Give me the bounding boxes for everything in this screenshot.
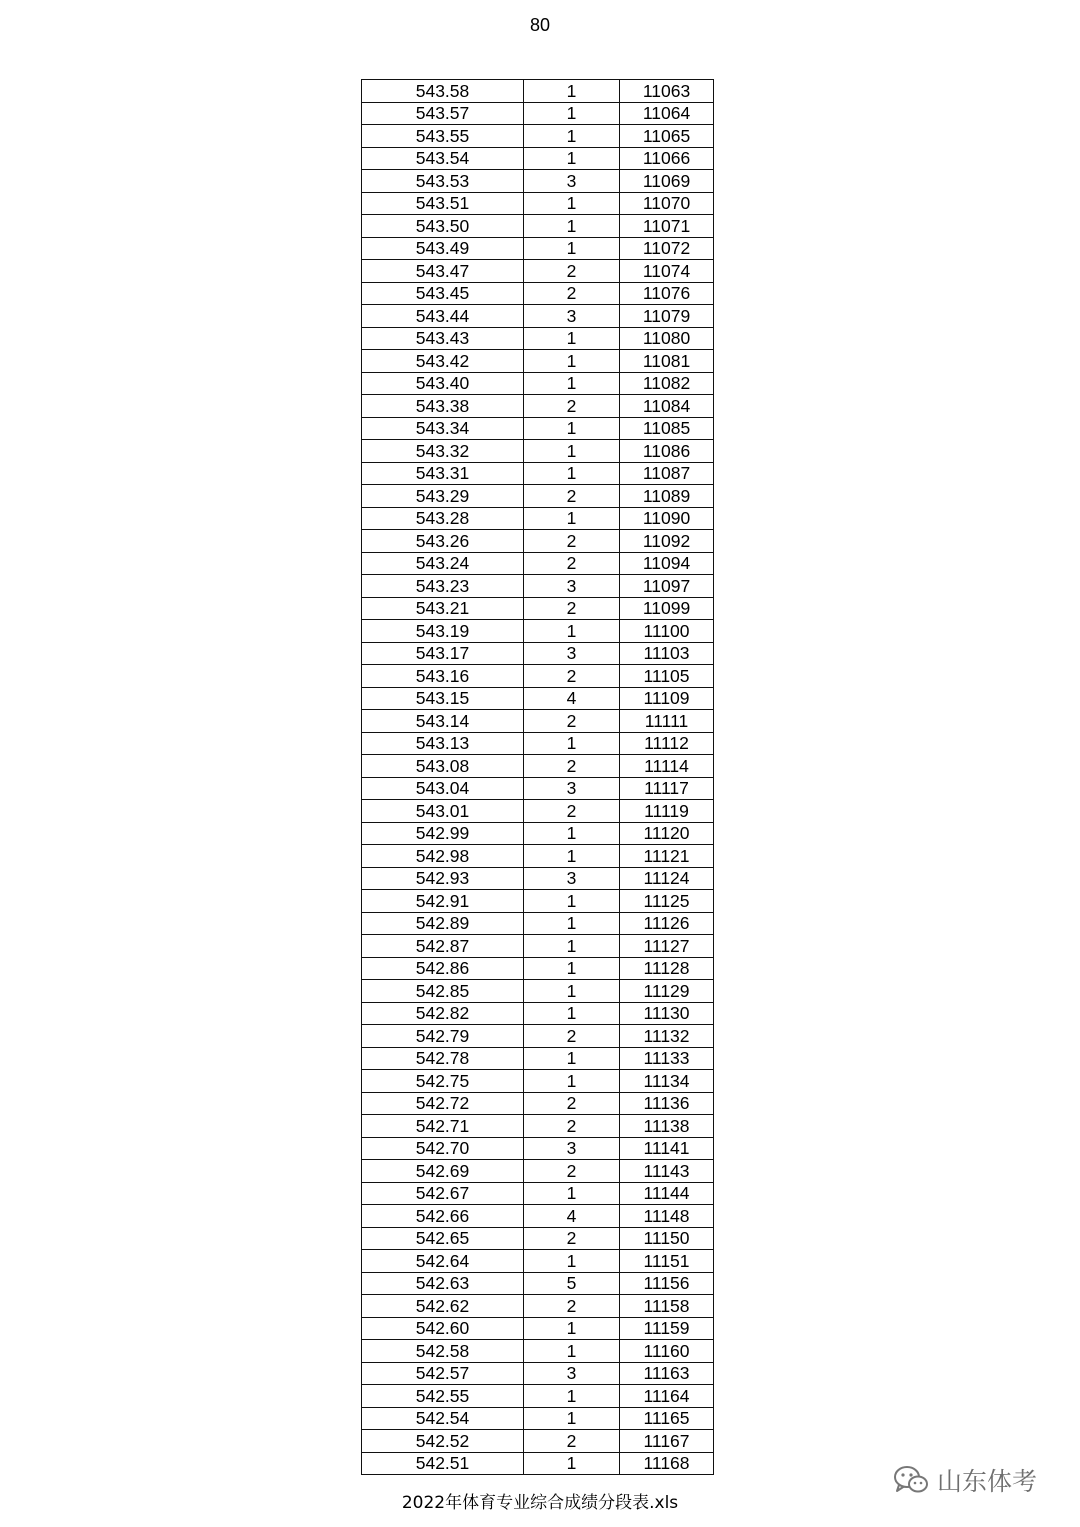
cumulative-cell: 11074 <box>620 260 714 283</box>
count-cell: 1 <box>524 417 620 440</box>
cumulative-cell: 11150 <box>620 1227 714 1250</box>
table-row <box>362 327 714 350</box>
count-cell: 1 <box>524 215 620 238</box>
cumulative-cell: 11092 <box>620 530 714 553</box>
cumulative-cell: 11124 <box>620 867 714 890</box>
cumulative-cell: 11109 <box>620 687 714 710</box>
count-cell: 1 <box>524 147 620 170</box>
count-cell: 1 <box>524 1250 620 1273</box>
footer-title: 2022年体育专业综合成绩分段表.xls <box>401 1493 679 1513</box>
count-cell: 1 <box>524 237 620 260</box>
cumulative-cell: 11103 <box>620 642 714 665</box>
cumulative-cell: 11143 <box>620 1160 714 1183</box>
table-row <box>362 980 714 1003</box>
table-row <box>362 777 714 800</box>
score-cell: 543.31 <box>362 462 524 485</box>
count-cell: 1 <box>524 1407 620 1430</box>
table-row <box>362 845 714 868</box>
score-cell: 543.17 <box>362 642 524 665</box>
cumulative-cell: 11167 <box>620 1430 714 1453</box>
score-cell: 543.08 <box>362 755 524 778</box>
table-row <box>362 575 714 598</box>
cumulative-cell: 11080 <box>620 327 714 350</box>
cumulative-cell: 11117 <box>620 777 714 800</box>
cumulative-cell: 11163 <box>620 1362 714 1385</box>
table-row <box>362 237 714 260</box>
score-cell: 542.93 <box>362 867 524 890</box>
watermark-text: 山东体考 <box>937 1467 1038 1496</box>
count-cell: 1 <box>524 192 620 215</box>
cumulative-cell: 11072 <box>620 237 714 260</box>
table-row <box>362 732 714 755</box>
score-cell: 543.14 <box>362 710 524 733</box>
score-cell: 542.89 <box>362 912 524 935</box>
table-row <box>362 462 714 485</box>
count-cell: 2 <box>524 710 620 733</box>
score-cell: 542.51 <box>362 1452 524 1475</box>
table-row <box>362 642 714 665</box>
table-row <box>362 822 714 845</box>
count-cell: 1 <box>524 732 620 755</box>
table-row <box>362 800 714 823</box>
cumulative-cell: 11120 <box>620 822 714 845</box>
count-cell: 1 <box>524 102 620 125</box>
cumulative-cell: 11064 <box>620 102 714 125</box>
cumulative-cell: 11158 <box>620 1295 714 1318</box>
score-cell: 543.58 <box>362 80 524 103</box>
score-cell: 543.38 <box>362 395 524 418</box>
table-row <box>362 687 714 710</box>
count-cell: 1 <box>524 822 620 845</box>
score-cell: 543.15 <box>362 687 524 710</box>
table-row <box>362 1092 714 1115</box>
score-cell: 543.29 <box>362 485 524 508</box>
cumulative-cell: 11105 <box>620 665 714 688</box>
cumulative-cell: 11165 <box>620 1407 714 1430</box>
count-cell: 2 <box>524 597 620 620</box>
table-row <box>362 1340 714 1363</box>
count-cell: 1 <box>524 372 620 395</box>
score-cell: 543.53 <box>362 170 524 193</box>
count-cell: 1 <box>524 350 620 373</box>
count-cell: 2 <box>524 485 620 508</box>
cumulative-cell: 11082 <box>620 372 714 395</box>
table-row <box>362 1070 714 1093</box>
score-cell: 543.16 <box>362 665 524 688</box>
cumulative-cell: 11063 <box>620 80 714 103</box>
table-row <box>362 1250 714 1273</box>
table-row <box>362 552 714 575</box>
score-cell: 543.54 <box>362 147 524 170</box>
cumulative-cell: 11159 <box>620 1317 714 1340</box>
score-cell: 542.86 <box>362 957 524 980</box>
cumulative-cell: 11138 <box>620 1115 714 1138</box>
count-cell: 1 <box>524 957 620 980</box>
score-cell: 542.85 <box>362 980 524 1003</box>
score-cell: 542.98 <box>362 845 524 868</box>
score-cell: 543.45 <box>362 282 524 305</box>
count-cell: 2 <box>524 260 620 283</box>
count-cell: 2 <box>524 530 620 553</box>
table-row <box>362 80 714 103</box>
count-cell: 2 <box>524 800 620 823</box>
count-cell: 2 <box>524 1430 620 1453</box>
table-row <box>362 1317 714 1340</box>
score-cell: 542.64 <box>362 1250 524 1273</box>
count-cell: 1 <box>524 462 620 485</box>
score-cell: 542.52 <box>362 1430 524 1453</box>
cumulative-cell: 11094 <box>620 552 714 575</box>
cumulative-cell: 11148 <box>620 1205 714 1228</box>
cumulative-cell: 11084 <box>620 395 714 418</box>
cumulative-cell: 11112 <box>620 732 714 755</box>
score-cell: 543.40 <box>362 372 524 395</box>
table-row <box>362 1272 714 1295</box>
cumulative-cell: 11129 <box>620 980 714 1003</box>
count-cell: 1 <box>524 912 620 935</box>
cumulative-cell: 11134 <box>620 1070 714 1093</box>
score-cell: 543.26 <box>362 530 524 553</box>
table-row <box>362 192 714 215</box>
cumulative-cell: 11070 <box>620 192 714 215</box>
count-cell: 2 <box>524 1227 620 1250</box>
score-cell: 542.70 <box>362 1137 524 1160</box>
count-cell: 1 <box>524 890 620 913</box>
count-cell: 2 <box>524 1025 620 1048</box>
cumulative-cell: 11111 <box>620 710 714 733</box>
cumulative-cell: 11089 <box>620 485 714 508</box>
cumulative-cell: 11125 <box>620 890 714 913</box>
count-cell: 2 <box>524 552 620 575</box>
count-cell: 1 <box>524 1182 620 1205</box>
score-cell: 543.04 <box>362 777 524 800</box>
cumulative-cell: 11126 <box>620 912 714 935</box>
score-cell: 543.42 <box>362 350 524 373</box>
cumulative-cell: 11069 <box>620 170 714 193</box>
cumulative-cell: 11097 <box>620 575 714 598</box>
page-number: 80 <box>529 15 551 35</box>
count-cell: 1 <box>524 980 620 1003</box>
score-cell: 542.58 <box>362 1340 524 1363</box>
count-cell: 5 <box>524 1272 620 1295</box>
table-row <box>362 1362 714 1385</box>
count-cell: 1 <box>524 1047 620 1070</box>
cumulative-cell: 11066 <box>620 147 714 170</box>
table-row <box>362 1407 714 1430</box>
table-row <box>362 485 714 508</box>
table-row <box>362 395 714 418</box>
score-cell: 542.63 <box>362 1272 524 1295</box>
table-row <box>362 170 714 193</box>
cumulative-cell: 11100 <box>620 620 714 643</box>
cumulative-cell: 11130 <box>620 1002 714 1025</box>
score-cell: 542.78 <box>362 1047 524 1070</box>
table-row <box>362 597 714 620</box>
score-cell: 543.57 <box>362 102 524 125</box>
count-cell: 1 <box>524 80 620 103</box>
cumulative-cell: 11141 <box>620 1137 714 1160</box>
table-row <box>362 1115 714 1138</box>
table-row <box>362 1025 714 1048</box>
table-row <box>362 507 714 530</box>
count-cell: 2 <box>524 1295 620 1318</box>
cumulative-cell: 11144 <box>620 1182 714 1205</box>
score-cell: 543.19 <box>362 620 524 643</box>
score-cell: 543.28 <box>362 507 524 530</box>
table-row <box>362 710 714 733</box>
score-cell: 543.34 <box>362 417 524 440</box>
score-cell: 543.01 <box>362 800 524 823</box>
table-row <box>362 440 714 463</box>
score-table-body <box>362 80 714 1475</box>
table-row <box>362 957 714 980</box>
count-cell: 2 <box>524 665 620 688</box>
table-row <box>362 1430 714 1453</box>
count-cell: 1 <box>524 1340 620 1363</box>
cumulative-cell: 11119 <box>620 800 714 823</box>
table-row <box>362 260 714 283</box>
cumulative-cell: 11071 <box>620 215 714 238</box>
cumulative-cell: 11133 <box>620 1047 714 1070</box>
score-cell: 543.49 <box>362 237 524 260</box>
score-cell: 543.43 <box>362 327 524 350</box>
count-cell: 1 <box>524 620 620 643</box>
table-row <box>362 372 714 395</box>
table-row <box>362 1295 714 1318</box>
count-cell: 1 <box>524 507 620 530</box>
cumulative-cell: 11081 <box>620 350 714 373</box>
table-row <box>362 417 714 440</box>
cumulative-cell: 11168 <box>620 1452 714 1475</box>
score-cell: 542.91 <box>362 890 524 913</box>
score-cell: 543.21 <box>362 597 524 620</box>
count-cell: 1 <box>524 327 620 350</box>
count-cell: 3 <box>524 642 620 665</box>
count-cell: 3 <box>524 170 620 193</box>
score-cell: 543.13 <box>362 732 524 755</box>
cumulative-cell: 11164 <box>620 1385 714 1408</box>
table-row <box>362 867 714 890</box>
table-row <box>362 1002 714 1025</box>
cumulative-cell: 11099 <box>620 597 714 620</box>
count-cell: 2 <box>524 1092 620 1115</box>
table-row <box>362 1182 714 1205</box>
count-cell: 1 <box>524 1317 620 1340</box>
table-row <box>362 935 714 958</box>
table-row <box>362 1160 714 1183</box>
score-cell: 542.99 <box>362 822 524 845</box>
score-cell: 542.54 <box>362 1407 524 1430</box>
table-row <box>362 147 714 170</box>
table-row <box>362 1452 714 1475</box>
score-cell: 542.62 <box>362 1295 524 1318</box>
cumulative-cell: 11085 <box>620 417 714 440</box>
count-cell: 1 <box>524 935 620 958</box>
score-cell: 542.87 <box>362 935 524 958</box>
count-cell: 3 <box>524 1137 620 1160</box>
cumulative-cell: 11079 <box>620 305 714 328</box>
table-row <box>362 912 714 935</box>
cumulative-cell: 11160 <box>620 1340 714 1363</box>
count-cell: 3 <box>524 777 620 800</box>
count-cell: 1 <box>524 440 620 463</box>
count-cell: 3 <box>524 867 620 890</box>
table-row <box>362 102 714 125</box>
score-cell: 543.24 <box>362 552 524 575</box>
score-cell: 542.65 <box>362 1227 524 1250</box>
score-cell: 543.51 <box>362 192 524 215</box>
score-cell: 542.67 <box>362 1182 524 1205</box>
score-cell: 542.66 <box>362 1205 524 1228</box>
count-cell: 1 <box>524 845 620 868</box>
cumulative-cell: 11128 <box>620 957 714 980</box>
cumulative-cell: 11076 <box>620 282 714 305</box>
count-cell: 2 <box>524 1115 620 1138</box>
table-row <box>362 890 714 913</box>
table-row <box>362 1227 714 1250</box>
count-cell: 1 <box>524 1070 620 1093</box>
cumulative-cell: 11121 <box>620 845 714 868</box>
count-cell: 2 <box>524 282 620 305</box>
score-cell: 542.55 <box>362 1385 524 1408</box>
table-row <box>362 755 714 778</box>
table-row <box>362 1047 714 1070</box>
table-row <box>362 305 714 328</box>
score-cell: 542.82 <box>362 1002 524 1025</box>
cumulative-cell: 11132 <box>620 1025 714 1048</box>
cumulative-cell: 11087 <box>620 462 714 485</box>
table-row <box>362 1205 714 1228</box>
cumulative-cell: 11127 <box>620 935 714 958</box>
count-cell: 1 <box>524 1385 620 1408</box>
score-cell: 542.71 <box>362 1115 524 1138</box>
count-cell: 4 <box>524 1205 620 1228</box>
count-cell: 3 <box>524 1362 620 1385</box>
score-cell: 543.44 <box>362 305 524 328</box>
cumulative-cell: 11151 <box>620 1250 714 1273</box>
count-cell: 1 <box>524 125 620 148</box>
table-row <box>362 1137 714 1160</box>
table-row <box>362 350 714 373</box>
score-cell: 542.69 <box>362 1160 524 1183</box>
score-cell: 542.57 <box>362 1362 524 1385</box>
count-cell: 1 <box>524 1452 620 1475</box>
score-cell: 543.50 <box>362 215 524 238</box>
score-cell: 543.55 <box>362 125 524 148</box>
table-row <box>362 620 714 643</box>
table-row <box>362 530 714 553</box>
cumulative-cell: 11086 <box>620 440 714 463</box>
cumulative-cell: 11065 <box>620 125 714 148</box>
score-cell: 543.32 <box>362 440 524 463</box>
count-cell: 4 <box>524 687 620 710</box>
score-cell: 543.47 <box>362 260 524 283</box>
count-cell: 2 <box>524 395 620 418</box>
table-row <box>362 665 714 688</box>
table-row <box>362 125 714 148</box>
score-cell: 542.72 <box>362 1092 524 1115</box>
cumulative-cell: 11090 <box>620 507 714 530</box>
score-table <box>361 79 714 1475</box>
cumulative-cell: 11114 <box>620 755 714 778</box>
table-row <box>362 282 714 305</box>
score-cell: 542.60 <box>362 1317 524 1340</box>
count-cell: 2 <box>524 1160 620 1183</box>
count-cell: 1 <box>524 1002 620 1025</box>
cumulative-cell: 11136 <box>620 1092 714 1115</box>
score-cell: 542.79 <box>362 1025 524 1048</box>
count-cell: 3 <box>524 575 620 598</box>
score-cell: 543.23 <box>362 575 524 598</box>
table-row <box>362 215 714 238</box>
count-cell: 3 <box>524 305 620 328</box>
score-cell: 542.75 <box>362 1070 524 1093</box>
cumulative-cell: 11156 <box>620 1272 714 1295</box>
count-cell: 2 <box>524 755 620 778</box>
table-row <box>362 1385 714 1408</box>
